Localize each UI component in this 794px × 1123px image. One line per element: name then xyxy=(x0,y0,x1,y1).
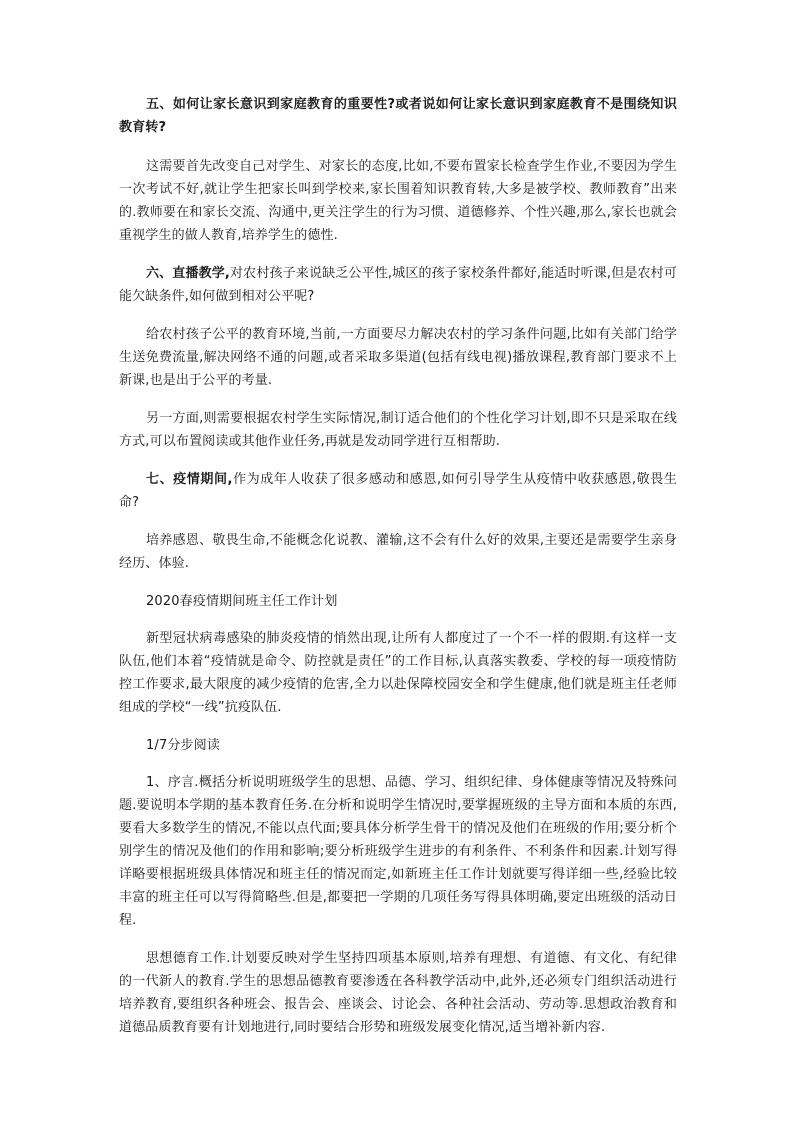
step-reading-label xyxy=(119,734,677,757)
section-six-lead: 六、直播教学, xyxy=(146,266,231,281)
section-six-answer-1-text: 给农村孩子公平的教育环境,当前,一方面要尽力解决农村的学习条件问题,比如有关部门给学生送免费流量,解决网络不通的问题,或者采取多渠道(包括有线电视)播放课程,教育部门要求不上新课,也是出于公平的考量. xyxy=(119,327,677,388)
section-seven-lead: 七、疫情期间, xyxy=(146,472,233,487)
preface-paragraph xyxy=(119,771,677,932)
section-seven-answer-text: 培养感恩、敬畏生命,不能概念化说教、灌输,这不会有什么好的效果,主要还是需要学生亲身经历、体验. xyxy=(119,533,677,571)
section-seven-question-text: 作为成年人收获了很多感动和感恩,如何引导学生从疫情中收获感恩,敬畏生命? xyxy=(119,472,677,510)
section-five-answer-text: 这需要首先改变自己对学生、对家长的态度,比如,不要布置家长检查学生作业,不要因为学生一次考试不好,就让学生把家长叫到学校来,家长围着知识教育转,大多是被学校、教师教育”出来的.教师要在和家长交流、沟通中,更关注学生的行为习惯、道德修养、个性兴趣,那么,家长也就会重视学生的做人教育,培养学生的德性. xyxy=(119,159,677,243)
section-six-answer-2 xyxy=(119,407,677,453)
step-reading-label-text: 1/7分步阅读 xyxy=(146,738,220,753)
section-five-heading-text: 五、如何让家长意识到家庭教育的重要性?或者说如何让家长意识到家庭教育不是围绕知识教育转? xyxy=(119,97,677,135)
section-five-answer xyxy=(119,155,677,247)
section-five-heading xyxy=(119,93,677,139)
moral-education-paragraph-text: 思想德育工作.计划要反映对学生坚持四项基本原则,培养有理想、有道德、有文化、有纪律的一代新人的教育.学生的思想品德教育要渗透在各科教学活动中,此外,还必须专门组织活动进行培养教育,要组织各种班会、报告会、座谈会、讨论会、各种社会活动、劳动等.思想政治教育和道德品质教育要有计划地进行,同时要结合形势和班级发展变化情况,适当增补新内容. xyxy=(119,951,677,1035)
plan-title-text: 2020春疫情期间班主任工作计划 xyxy=(146,594,338,609)
section-seven-question xyxy=(119,468,677,514)
section-seven-answer xyxy=(119,529,677,575)
plan-intro xyxy=(119,627,677,719)
preface-paragraph-text: 1、序言.概括分析说明班级学生的思想、品德、学习、组织纪律、身体健康等情况及特殊问题.要说明本学期的基本教育任务.在分析和说明学生情况时,要掌握班级的主导方面和本质的东西,要看大多数学生的情况,不能以点代面;要具体分析学生骨干的情况及他们在班级的作用;要分析个别学生的情况及他们的作用和影响;要分析班级学生进步的有利条件、不利条件和因素.计划写得详略要根据班级具体情况和班主任的情况而定,如新班主任工作计划就要写得详细一些,经验比较丰富的班主任可以写得简略些.但是,都要把一学期的几项任务写得具体明确,要定出班级的活动日程. xyxy=(119,775,677,928)
document-body xyxy=(119,93,677,1054)
section-six-question xyxy=(119,262,677,308)
moral-education-paragraph xyxy=(119,947,677,1039)
section-six-answer-2-text: 另一方面,则需要根据农村学生实际情况,制订适合他们的个性化学习计划,即不只是采取在线方式,可以布置阅读或其他作业任务,再就是发动同学进行互相帮助. xyxy=(119,411,677,449)
section-six-answer-1 xyxy=(119,323,677,392)
plan-title xyxy=(119,590,677,613)
section-six-question-text: 对农村孩子来说缺乏公平性,城区的孩子家校条件都好,能适时听课,但是农村可能欠缺条件,如何做到相对公平呢? xyxy=(119,266,677,304)
plan-intro-text: 新型冠状病毒感染的肺炎疫情的悄然出现,让所有人都度过了一个不一样的假期.有这样一支队伍,他们本着“疫情就是命令、防控就是责任”的工作目标,认真落实教委、学校的每一项疫情防控工作要求,最大限度的减少疫情的危害,全力以赴保障校园安全和学生健康,他们就是班主任老师组成的学校“一线”抗疫队伍. xyxy=(119,631,677,715)
